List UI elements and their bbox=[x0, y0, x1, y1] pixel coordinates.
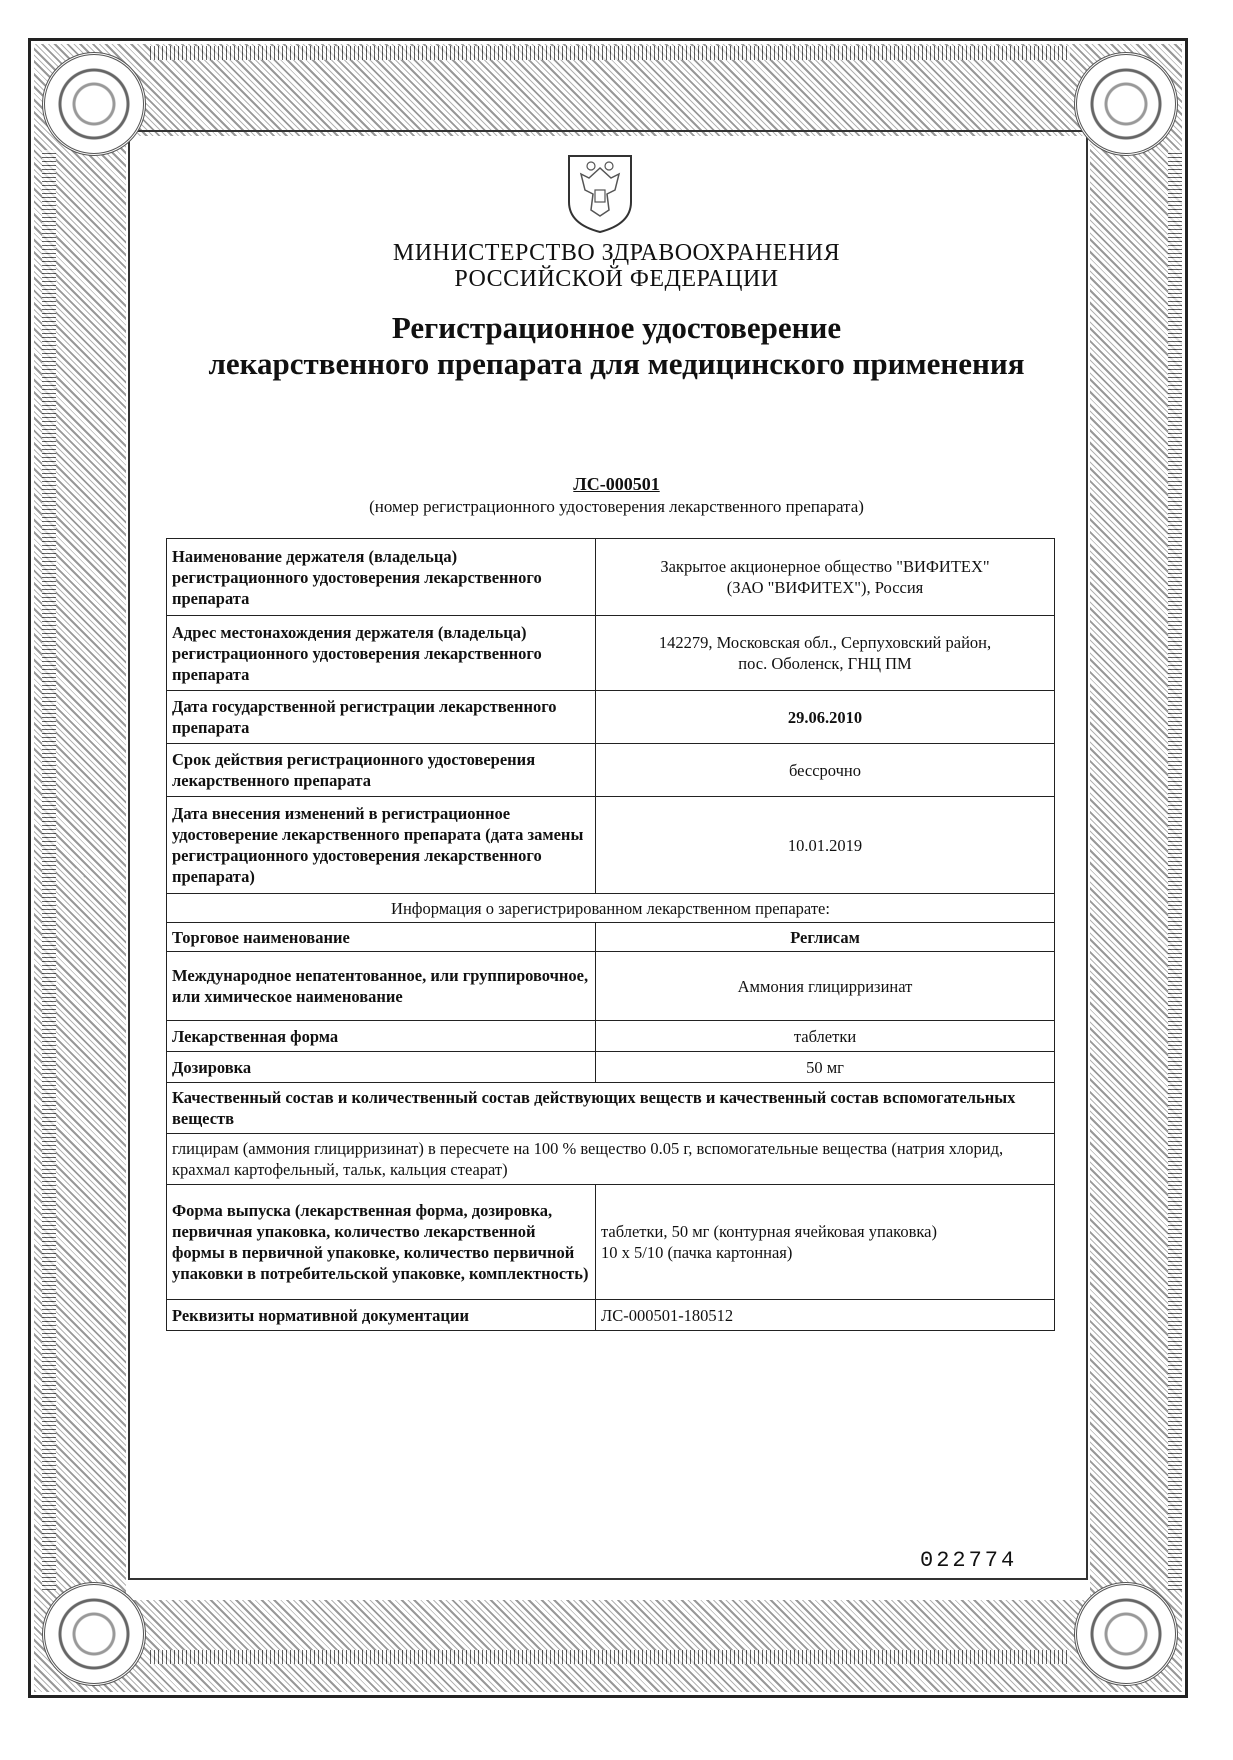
corner-rosette-bottom-left bbox=[42, 1582, 146, 1686]
dosage-form-label: Лекарственная форма bbox=[167, 1021, 596, 1052]
address-value bbox=[596, 616, 1055, 691]
document-title-line1: Регистрационное удостоверение bbox=[391, 310, 842, 345]
table-row bbox=[167, 797, 1055, 894]
certificate-table bbox=[166, 538, 1055, 1331]
normative-docs-value: ЛС-000501-180512 bbox=[596, 1300, 1055, 1331]
corner-rosette-top-right bbox=[1074, 52, 1178, 156]
registration-date-label: Дата государственной регистрации лекарственного препарата bbox=[167, 691, 596, 744]
table-row bbox=[167, 691, 1055, 744]
table-row bbox=[167, 952, 1055, 1021]
top-border-strip bbox=[150, 46, 1070, 60]
composition-value: глицирам (аммония глицирризинат) в пересчете на 100 % вещество 0.05 г, вспомогательные вещества (натрия хлорид, крахмал картофельный, тальк, кальция стеарат) bbox=[167, 1134, 1055, 1185]
ministry-name-line2: РОССИЙСКОЙ ФЕДЕРАЦИИ bbox=[454, 266, 779, 292]
holder-value bbox=[596, 539, 1055, 616]
address-value-line1: 142279, Московская обл., Серпуховский район, bbox=[658, 633, 992, 652]
trade-name-label: Торговое наименование bbox=[167, 923, 596, 952]
table-row bbox=[167, 1134, 1055, 1185]
ministry-name-line1: МИНИСТЕРСТВО ЗДРАВООХРАНЕНИЯ bbox=[392, 240, 841, 266]
validity-value: бессрочно bbox=[596, 744, 1055, 797]
address-value-line2: пос. Оболенск, ГНЦ ПМ bbox=[738, 654, 912, 673]
table-row bbox=[167, 1185, 1055, 1300]
release-form-label: Форма выпуска (лекарственная форма, дозировка, первичная упаковка, количество лекарственной формы в первичной упаковке, количество первичной упаковки в потребительской упаковке, комплектность) bbox=[167, 1185, 596, 1300]
normative-docs-label: Реквизиты нормативной документации bbox=[167, 1300, 596, 1331]
table-row bbox=[167, 894, 1055, 923]
info-heading: Информация о зарегистрированном лекарственном препарате: bbox=[167, 894, 1055, 923]
inn-value: Аммония глицирризинат bbox=[596, 952, 1055, 1021]
table-row bbox=[167, 616, 1055, 691]
corner-rosette-top-left bbox=[42, 52, 146, 156]
coat-of-arms-emblem bbox=[563, 150, 637, 234]
change-date-value: 10.01.2019 bbox=[596, 797, 1055, 894]
release-form-value bbox=[596, 1185, 1055, 1300]
table-row bbox=[167, 1083, 1055, 1134]
table-row bbox=[167, 539, 1055, 616]
table-row bbox=[167, 923, 1055, 952]
change-date-label: Дата внесения изменений в регистрационное удостоверение лекарственного препарата (дата замены регистрационного удостоверения лекарственного препарата) bbox=[167, 797, 596, 894]
dosage-form-value: таблетки bbox=[596, 1021, 1055, 1052]
release-form-value-line1: таблетки, 50 мг (контурная ячейковая упаковка) bbox=[601, 1222, 937, 1241]
dosage-value: 50 мг bbox=[596, 1052, 1055, 1083]
registration-number: ЛС-000501 bbox=[573, 474, 660, 494]
validity-label: Срок действия регистрационного удостоверения лекарственного препарата bbox=[167, 744, 596, 797]
corner-rosette-bottom-right bbox=[1074, 1582, 1178, 1686]
registration-number-caption: (номер регистрационного удостоверения лекарственного препарата) bbox=[369, 497, 864, 516]
table-row bbox=[167, 1021, 1055, 1052]
address-label: Адрес местонахождения держателя (владельца) регистрационного удостоверения лекарственного препарата bbox=[167, 616, 596, 691]
holder-value-line2: (ЗАО "ВИФИТЕХ"), Россия bbox=[726, 578, 924, 597]
document-title-line2: лекарственного препарата для медицинского применения bbox=[208, 346, 1025, 381]
composition-heading: Качественный состав и количественный состав действующих веществ и качественный состав вспомогательных веществ bbox=[167, 1083, 1055, 1134]
table-row bbox=[167, 1052, 1055, 1083]
holder-value-line1: Закрытое акционерное общество "ВИФИТЕХ" bbox=[660, 557, 990, 576]
form-serial-number: 022774 bbox=[920, 1548, 1018, 1573]
table-row bbox=[167, 1300, 1055, 1331]
holder-label: Наименование держателя (владельца) регистрационного удостоверения лекарственного препарата bbox=[167, 539, 596, 616]
release-form-value-line2: 10 х 5/10 (пачка картонная) bbox=[601, 1243, 793, 1262]
table-row bbox=[167, 744, 1055, 797]
trade-name-value: Реглисам bbox=[596, 923, 1055, 952]
bottom-border-strip bbox=[150, 1650, 1070, 1664]
registration-date-value: 29.06.2010 bbox=[596, 691, 1055, 744]
inn-label: Международное непатентованное, или группировочное, или химическое наименование bbox=[167, 952, 596, 1021]
dosage-label: Дозировка bbox=[167, 1052, 596, 1083]
